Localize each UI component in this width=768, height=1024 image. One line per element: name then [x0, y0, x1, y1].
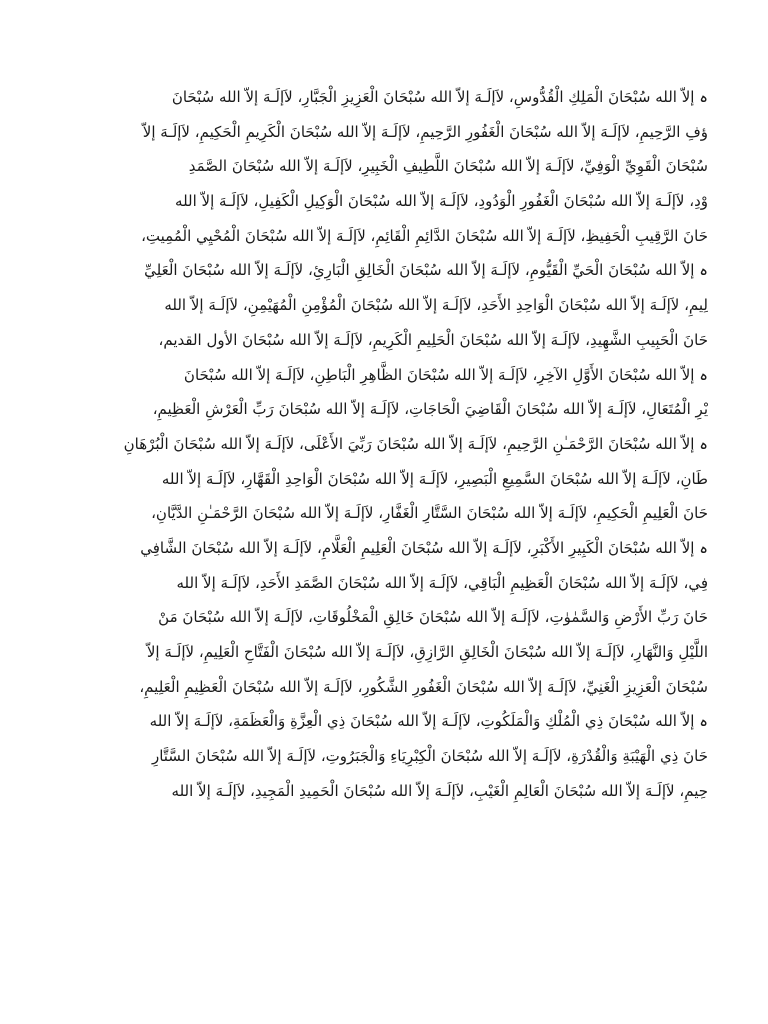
line-text: فِي، لاَإلَـهَ إلاّ الله سُبْحَانَ الْعَظِيمِ الْبَاقِي، لاَإلَـهَ إلاّ الله سُبْحَانَ الصَّمَدِ الأَحَدِ، لاَإلَـهَ إلاّ الله: [176, 573, 708, 592]
text-line: [0, 221, 708, 256]
line-text: ہ إلاّ الله سُبْحَانَ ذِي الْمُلْكِ وَالْمَلَكُوتِ، لاَإلَـهَ إلاّ الله سُبْحَانَ ذِي الْعِزَّةِ وَالْعَظَمَةِ، لاَإلَـهَ إلاّ الله: [149, 712, 708, 731]
line-text: ؤفِ الرَّحِيمِ، لاَإلَـهَ إلاّ الله سُبْحَانَ الْغَفُورِ الرَّحِيمِ، لاَإلَـهَ إلاّ الله سُبْحَانَ الْكَرِيمِ الْحَكِيمِ، لاَإلَـهَ إلاّ: [142, 122, 708, 141]
line-text: حَانَ رَبِّ الأَرْضِ وَالسَّمٰوٰتِ، لاَإلَـهَ إلاّ الله سُبْحَانَ خَالِقِ الْمَخْلُوقَاتِ، لاَإلَـهَ إلاّ الله سُبْحَانَ مَنْ: [158, 608, 708, 627]
line-text: سُبْحَانَ الْقَوِيِّ الْوَفِيِّ، لاَإلَـهَ إلاّ الله سُبْحَانَ اللَّطِيفِ الْخَبِيرِ، لاَإلَـهَ إلاّ الله سُبْحَانَ الصَّمَدِ: [188, 157, 708, 176]
text-line: [0, 706, 708, 741]
line-text: ہ إلاّ الله سُبْحَانَ الأَوَّلِ الآخِرِ، لاَإلَـهَ إلاّ الله سُبْحَانَ الظَّاهِرِ الْبَاطِنِ، لاَإلَـهَ إلاّ الله سُبْحَانَ: [183, 365, 708, 384]
text-line: [0, 290, 708, 325]
text-line: [0, 360, 708, 395]
text-line: [0, 394, 708, 429]
line-text: حَانَ الرَّقِيبِ الْحَفِيظِ، لاَإلَـهَ إلاّ الله سُبْحَانَ الدَّائِمِ الْقَائِمِ، لاَإلَـهَ إلاّ الله سُبْحَانَ الْمُحْيِي الْمُمِيتِ،: [141, 226, 708, 245]
text-line: [0, 429, 708, 464]
text-line: [0, 186, 708, 221]
text-line: [0, 325, 708, 360]
line-text: لِيمِ، لاَإلَـهَ إلاّ الله سُبْحَانَ الْوَاحِدِ الأَحَدِ، لاَإلَـهَ إلاّ الله سُبْحَانَ الْمُؤْمِنِ الْمُهَيْمِنِ، لاَإلَـهَ إلاّ الله: [164, 296, 708, 315]
text-line: [0, 741, 708, 776]
line-text: حَانَ ذِي الْهَيْبَةِ وَالْقُدْرَةِ، لاَإلَـهَ إلاّ الله سُبْحَانَ الْكِبْرِيَاءِ وَالْجَبَرُوتِ، لاَإلَـهَ إلاّ الله سُبْحَانَ السَّتَّارِ: [151, 747, 708, 766]
text-line: [0, 776, 708, 811]
text-line: [0, 82, 708, 117]
line-text: ہ إلاّ الله سُبْحَانَ الْكَبِيرِ الأَكْبَرِ، لاَإلَـهَ إلاّ الله سُبْحَانَ الْعَلِيمِ الْعَلَّامِ، لاَإلَـهَ إلاّ الله سُبْحَانَ الشَّافِي: [140, 538, 708, 557]
arabic-text-block: [0, 82, 708, 810]
line-text: يْرِ الْمُتَعَالِ، لاَإلَـهَ إلاّ الله سُبْحَانَ الْقَاضِيَ الْحَاجَاتِ، لاَإلَـهَ إلاّ الله سُبْحَانَ رَبِّ الْعَرْشِ الْعَظِيمِ،: [152, 400, 708, 419]
text-line: [0, 568, 708, 603]
line-text: حَانَ الْحَبِيبِ الشَّهِيدِ، لاَإلَـهَ إلاّ الله سُبْحَانَ الْحَلِيمِ الْكَرِيمِ، لاَإلَـهَ إلاّ الله سُبْحَانَ الأول القديم،: [158, 330, 708, 349]
text-line: [0, 151, 708, 186]
text-line: [0, 672, 708, 707]
line-text: ہ إلاّ الله سُبْحَانَ الرَّحْمَـٰنِ الرَّحِيمِ، لاَإلَـهَ إلاّ الله سُبْحَانَ رَبِّيَ الأَعْلَى، لاَإلَـهَ إلاّ الله سُبْحَانَ الْبُرْهَانِ: [123, 434, 708, 453]
line-text: وْدِ، لاَإلَـهَ إلاّ الله سُبْحَانَ الْغَفُورِ الْوَدُودِ، لاَإلَـهَ إلاّ الله سُبْحَانَ الْوَكِيلِ الْكَفِيلِ، لاَإلَـهَ إلاّ الله: [175, 192, 708, 211]
text-line: [0, 637, 708, 672]
text-line: [0, 117, 708, 152]
text-line: [0, 498, 708, 533]
text-line: [0, 602, 708, 637]
line-text: طَانِ، لاَإلَـهَ إلاّ الله سُبْحَانَ السَّمِيعِ الْبَصِيرِ، لاَإلَـهَ إلاّ الله سُبْحَانَ الْوَاحِدِ الْقَهَّارِ، لاَإلَـهَ إلاّ الله: [161, 469, 708, 488]
line-text: ہ إلاّ الله سُبْحَانَ الْحَيِّ الْقَيُّومِ، لاَإلَـهَ إلاّ الله سُبْحَانَ الْخَالِقِ الْبَارِئِ، لاَإلَـهَ إلاّ الله سُبْحَانَ الْعَلِيِّ: [144, 261, 708, 280]
line-text: حَانَ الْعَلِيمِ الْحَكِيمِ، لاَإلَـهَ إلاّ الله سُبْحَانَ السَّتَّارِ الْغَفَّارِ، لاَإلَـهَ إلاّ الله سُبْحَانَ الرَّحْمَـٰنِ الدَّيَّانِ،: [151, 504, 708, 523]
line-text: سُبْحَانَ الْعَزِيزِ الْغَنِيِّ، لاَإلَـهَ إلاّ الله سُبْحَانَ الْغَفُورِ الشَّكُورِ، لاَإلَـهَ إلاّ الله سُبْحَانَ الْعَظِيمِ الْعَلِيمِ،: [139, 677, 708, 696]
line-text: ہ إلاّ الله سُبْحَانَ الْمَلِكِ الْقُدُّوسِ، لاَإلَـهَ إلاّ الله سُبْحَانَ الْعَزِيزِ الْجَبَّارِ، لاَإلَـهَ إلاّ الله سُبْحَانَ: [171, 88, 708, 106]
text-line: [0, 464, 708, 499]
text-line: [0, 255, 708, 290]
text-line: [0, 533, 708, 568]
line-text: اللَّيْلِ وَالنَّهَارِ، لاَإلَـهَ إلاّ الله سُبْحَانَ الْخَالِقِ الرَّازِقِ، لاَإلَـهَ إلاّ الله سُبْحَانَ الْفَتَّاحِ الْعَلِيمِ، لاَإلَـهَ إلاّ: [146, 643, 708, 661]
line-text: حِيمِ، لاَإلَـهَ إلاّ الله سُبْحَانَ الْعَالِمِ الْغَيْبِ، لاَإلَـهَ إلاّ الله سُبْحَانَ الْحَمِيدِ الْمَجِيدِ، لاَإلَـهَ إلاّ الله: [171, 781, 708, 800]
